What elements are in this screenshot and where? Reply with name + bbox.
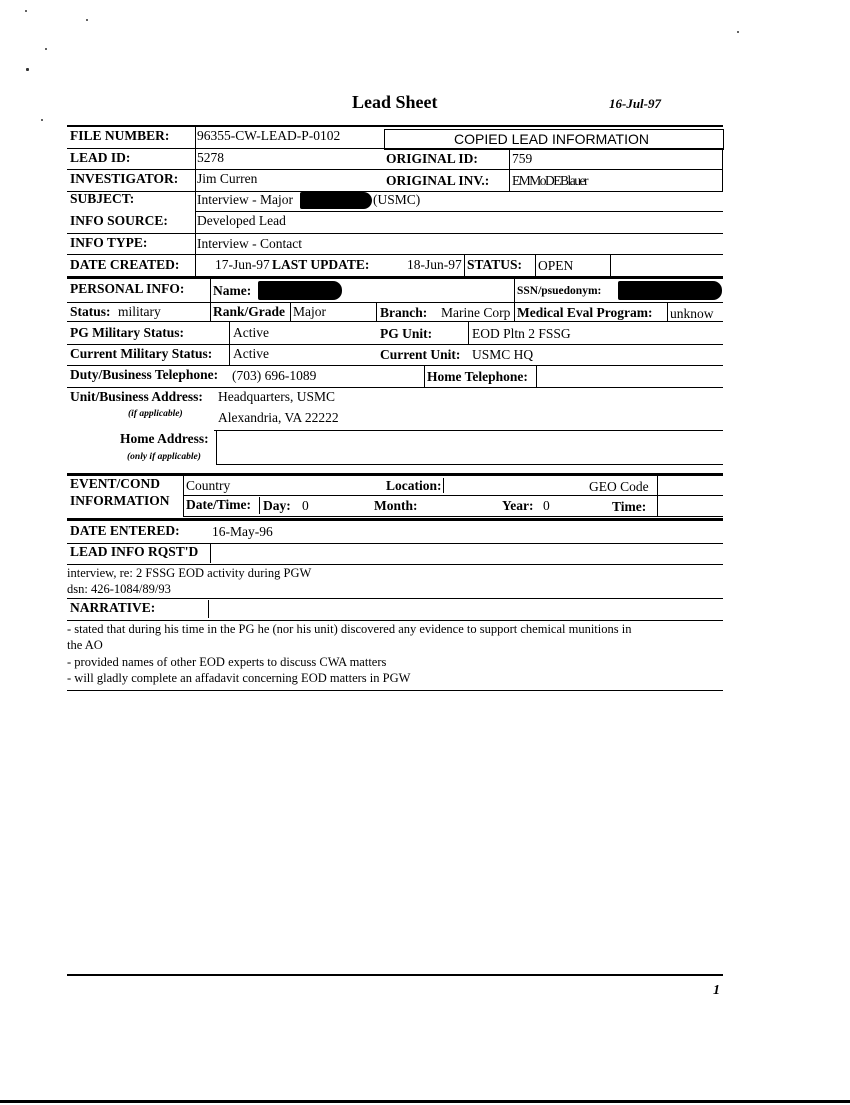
current-unit-label: Current Unit: [380, 347, 461, 362]
day-value: 0 [302, 498, 309, 513]
original-box-right [722, 149, 723, 192]
medical-eval-value: unknow [670, 306, 714, 321]
row-rule [195, 211, 723, 212]
subject-label: SUBJECT: [70, 191, 135, 206]
top-rule [67, 125, 723, 127]
redaction-block [258, 281, 342, 300]
ssn-label: SSN/psuedonym: [517, 285, 602, 297]
unit-address-line2: Alexandria, VA 22222 [218, 410, 339, 425]
row-rule [67, 365, 723, 366]
original-id-label: ORIGINAL ID: [386, 151, 478, 166]
personal-info-label: PERSONAL INFO: [70, 281, 185, 296]
original-inv-label: ORIGINAL INV.: [386, 173, 490, 188]
lead-id-value: 5278 [197, 150, 224, 165]
home-phone-divider [424, 366, 425, 387]
scan-speck [45, 48, 47, 50]
home-address-note: (only if applicable) [127, 452, 201, 462]
year-label: Year: [502, 498, 534, 513]
row-rule [67, 233, 723, 234]
home-phone-label: Home Telephone: [427, 369, 528, 384]
status-military-value: military [118, 304, 161, 319]
scan-edge [0, 1100, 850, 1103]
section-rule [67, 276, 723, 279]
last-update-label: LAST UPDATE: [272, 257, 370, 272]
section-rule [67, 473, 723, 476]
current-military-value: Active [233, 346, 269, 361]
row-rule [67, 387, 723, 388]
location-label: Location: [386, 478, 442, 493]
pg-unit-label: PG Unit: [380, 326, 433, 341]
status-military-label: Status: [70, 304, 111, 319]
pg-military-value: Active [233, 325, 269, 340]
narrative-line4: - will gladly complete an affadavit concerning EOD matters in PGW [67, 671, 411, 685]
unit-address-note: (if applicable) [128, 409, 183, 419]
rank-label: Rank/Grade [213, 304, 286, 319]
datetime-label: Date/Time: [186, 497, 251, 512]
date-entered-label: DATE ENTERED: [70, 523, 180, 538]
label-divider [195, 255, 196, 276]
row-rule [67, 169, 723, 170]
row-rule [67, 620, 723, 621]
row-rule [67, 344, 723, 345]
date-entered-value: 16-May-96 [212, 524, 273, 539]
status-label: STATUS: [467, 257, 523, 272]
scan-speck [25, 10, 27, 12]
row-rule [183, 495, 723, 496]
date-created-label: DATE CREATED: [70, 257, 180, 272]
rank-divider [290, 303, 291, 321]
narrative-line2: the AO [67, 638, 103, 652]
home-address-label: Home Address: [120, 431, 209, 446]
section-rule [67, 518, 723, 521]
subject-suffix: (USMC) [373, 192, 421, 207]
event-divider [183, 476, 184, 516]
header-date: 16-Jul-97 [609, 96, 661, 111]
original-divider [509, 149, 510, 192]
scan-speck [737, 31, 739, 33]
investigator-value: Jim Curren [197, 171, 258, 186]
info-type-label: INFO TYPE: [70, 235, 148, 250]
time-label: Time: [612, 499, 647, 514]
redaction-block [618, 281, 722, 300]
unit-address-line1: Headquarters, USMC [218, 389, 335, 404]
lead-info-rqst-line2: dsn: 426-1084/89/93 [67, 582, 171, 596]
branch-label: Branch: [380, 305, 428, 320]
home-phone-divider [536, 366, 537, 387]
branch-value: Marine Corp [441, 305, 511, 320]
footer-rule [67, 974, 723, 976]
home-address-divider [216, 431, 217, 465]
row-rule [183, 516, 723, 517]
location-divider [443, 478, 444, 493]
info-type-value: Interview - Contact [197, 236, 302, 251]
original-inv-value: EMMoDEBlauer [512, 173, 587, 188]
row-rule [67, 598, 723, 599]
narrative-divider [208, 600, 209, 618]
file-number-label: FILE NUMBER: [70, 128, 170, 143]
narrative-label: NARRATIVE: [70, 600, 156, 615]
subject-prefix: Interview - Major [197, 192, 293, 207]
row-rule [67, 564, 723, 565]
lead-info-rqst-line1: interview, re: 2 FSSG EOD activity during PGW [67, 566, 312, 580]
geo-divider [657, 476, 658, 516]
file-number-value: 96355-CW-LEAD-P-0102 [197, 128, 341, 143]
pg-military-label: PG Military Status: [70, 325, 184, 340]
name-label: Name: [213, 283, 252, 298]
status-divider [464, 255, 465, 276]
last-update-value: 18-Jun-97 [407, 257, 462, 272]
row-rule [216, 464, 723, 465]
unit-address-label: Unit/Business Address: [70, 389, 203, 404]
rank-value: Major [293, 304, 326, 319]
row-rule [67, 302, 723, 303]
event-label-line1: EVENT/COND [70, 476, 161, 491]
duty-phone-value: (703) 696-1089 [232, 368, 317, 383]
scan-speck [26, 68, 29, 71]
pg-unit-value: EOD Pltn 2 FSSG [472, 326, 571, 341]
redaction-block [300, 192, 372, 209]
page-title: Lead Sheet [352, 92, 438, 112]
rqst-divider [210, 544, 211, 563]
row-rule [67, 321, 723, 322]
status-value: OPEN [538, 258, 574, 273]
narrative-line1: - stated that during his time in the PG he (nor his unit) discovered any evidence to support chemical munitions in [67, 622, 632, 636]
info-source-label: INFO SOURCE: [70, 213, 168, 228]
row-rule [67, 690, 723, 691]
info-source-value: Developed Lead [197, 213, 286, 228]
row-rule [214, 430, 723, 431]
country-label: Country [186, 478, 231, 493]
row-rule [67, 254, 723, 255]
branch-divider [376, 303, 377, 321]
month-label: Month: [374, 498, 418, 513]
investigator-label: INVESTIGATOR: [70, 171, 179, 186]
personal-divider [210, 279, 211, 321]
year-value: 0 [543, 498, 550, 513]
lead-id-label: LEAD ID: [70, 150, 131, 165]
duty-phone-label: Duty/Business Telephone: [70, 367, 219, 382]
day-label: Day: [263, 498, 291, 513]
date-created-value: 17-Jun-97 [215, 257, 270, 272]
current-unit-value: USMC HQ [472, 347, 534, 362]
scan-speck [86, 19, 88, 21]
copied-banner: COPIED LEAD INFORMATION [454, 131, 649, 147]
status-box-right [610, 255, 611, 276]
lead-info-rqst-label: LEAD INFO RQST'D [70, 544, 199, 559]
event-label-line2: INFORMATION [70, 493, 170, 508]
pg-unit-divider [468, 322, 469, 344]
row-rule [67, 148, 723, 149]
page-number: 1 [713, 983, 720, 998]
ssn-divider [514, 279, 515, 321]
scan-speck [41, 119, 43, 121]
medical-eval-label: Medical Eval Program: [517, 305, 653, 320]
day-divider [259, 497, 260, 514]
geo-code-label: GEO Code [589, 479, 649, 494]
medical-divider [667, 303, 668, 321]
current-military-label: Current Military Status: [70, 346, 213, 361]
original-id-value: 759 [512, 151, 533, 166]
status-divider [535, 255, 536, 276]
narrative-line3: - provided names of other EOD experts to discuss CWA matters [67, 655, 387, 669]
